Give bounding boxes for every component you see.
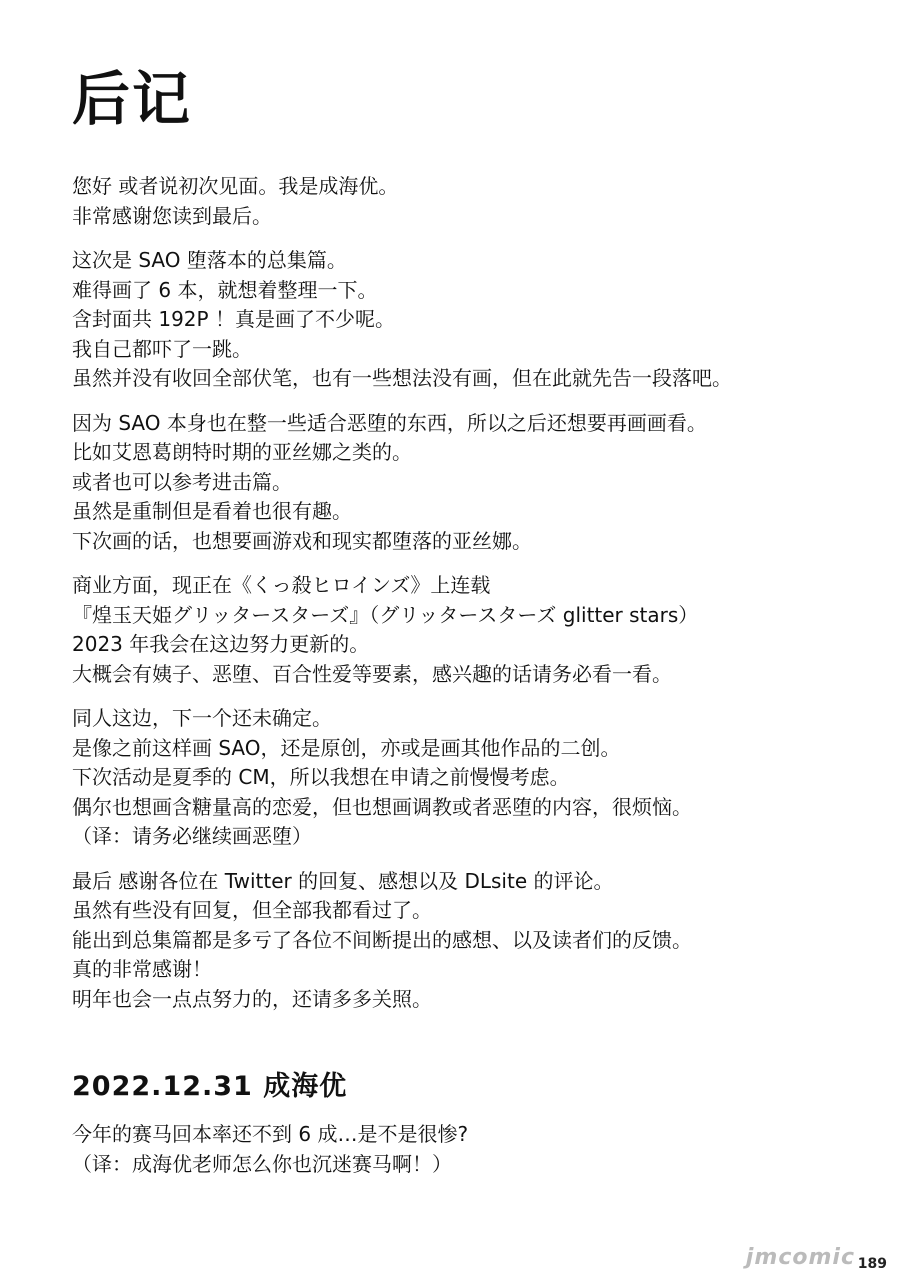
- text-line: 这次是 SAO 堕落本的总集篇。: [72, 248, 347, 272]
- watermark-logo: jmcomic: [745, 1245, 855, 1270]
- paragraph-doujin: [72, 704, 862, 852]
- page-title: 后记: [72, 65, 193, 133]
- text-line: （译：请务必继续画恶堕）: [72, 824, 312, 848]
- text-line: 下次活动是夏季的 CM，所以我想在申请之前慢慢考虑。: [72, 765, 570, 789]
- text-line: 2023 年我会在这边努力更新的。: [72, 632, 370, 656]
- text-line: 大概会有姨子、恶堕、百合性爱等要素，感兴趣的话请务必看一看。: [72, 661, 672, 686]
- page-number: 189: [857, 1256, 887, 1272]
- text-line: 偶尔也想画含糖量高的恋爱，但也想画调教或者恶堕的内容，很烦恼。: [72, 794, 692, 819]
- text-line: 真的非常感谢！: [72, 957, 212, 981]
- text-line: 同人这边，下一个还未确定。: [72, 706, 332, 730]
- text-line: 虽然是重制但是看着也很有趣。: [72, 499, 352, 523]
- text-line: 『煌玉天姫グリッタースターズ』（グリッタースターズ glitter stars）: [72, 602, 699, 627]
- text-line: 虽然并没有收回全部伏笔，也有一些想法没有画，但在此就先告一段落吧。: [72, 366, 732, 390]
- text-line: 难得画了 6 本，就想着整理一下。: [72, 277, 378, 302]
- text-line: 能出到总集篇都是多亏了各位不间断提出的感想、以及读者们的反馈。: [72, 927, 692, 952]
- text-line: 最后 感谢各位在 Twitter 的回复、感想以及 DLsite 的评论。: [72, 868, 614, 893]
- text-line: 是像之前这样画 SAO，还是原创，亦或是画其他作品的二创。: [72, 735, 621, 760]
- paragraph-thanks: [72, 867, 862, 1015]
- text-line: （译：成海优老师怎么你也沉迷赛马啊！）: [72, 1151, 452, 1176]
- text-line: 非常感谢您读到最后。: [72, 203, 272, 228]
- paragraph-compilation: [72, 246, 862, 394]
- text-line: 含封面共 192P ！真是画了不少呢。: [72, 307, 395, 331]
- text-line: 您好 或者说初次见面。我是成海优。: [72, 174, 399, 198]
- paragraph-commercial: [72, 571, 862, 689]
- paragraph-future-sao: [72, 409, 862, 557]
- text-line: 因为 SAO 本身也在整一些适合恶堕的东西，所以之后还想要再画画看。: [72, 410, 707, 435]
- text-line: 我自己都吓了一跳。: [72, 336, 252, 361]
- text-line: 商业方面，现正在《くっ殺ヒロインズ》上连载: [72, 573, 491, 597]
- postscript: [72, 1120, 468, 1179]
- text-line: 或者也可以参考进击篇。: [72, 469, 292, 494]
- date-signature: 2022.12.31 成海优: [72, 1071, 348, 1102]
- paragraph-greeting: [72, 172, 862, 231]
- text-line: 下次画的话，也想要画游戏和现实都堕落的亚丝娜。: [72, 528, 532, 553]
- text-line: 虽然有些没有回复，但全部我都看过了。: [72, 898, 432, 922]
- afterword-body: [72, 172, 862, 1029]
- text-line: 明年也会一点点努力的，还请多多关照。: [72, 986, 432, 1011]
- text-line: 今年的赛马回本率还不到 6 成…是不是很惨?: [72, 1122, 469, 1146]
- text-line: 比如艾恩葛朗特时期的亚丝娜之类的。: [72, 440, 412, 464]
